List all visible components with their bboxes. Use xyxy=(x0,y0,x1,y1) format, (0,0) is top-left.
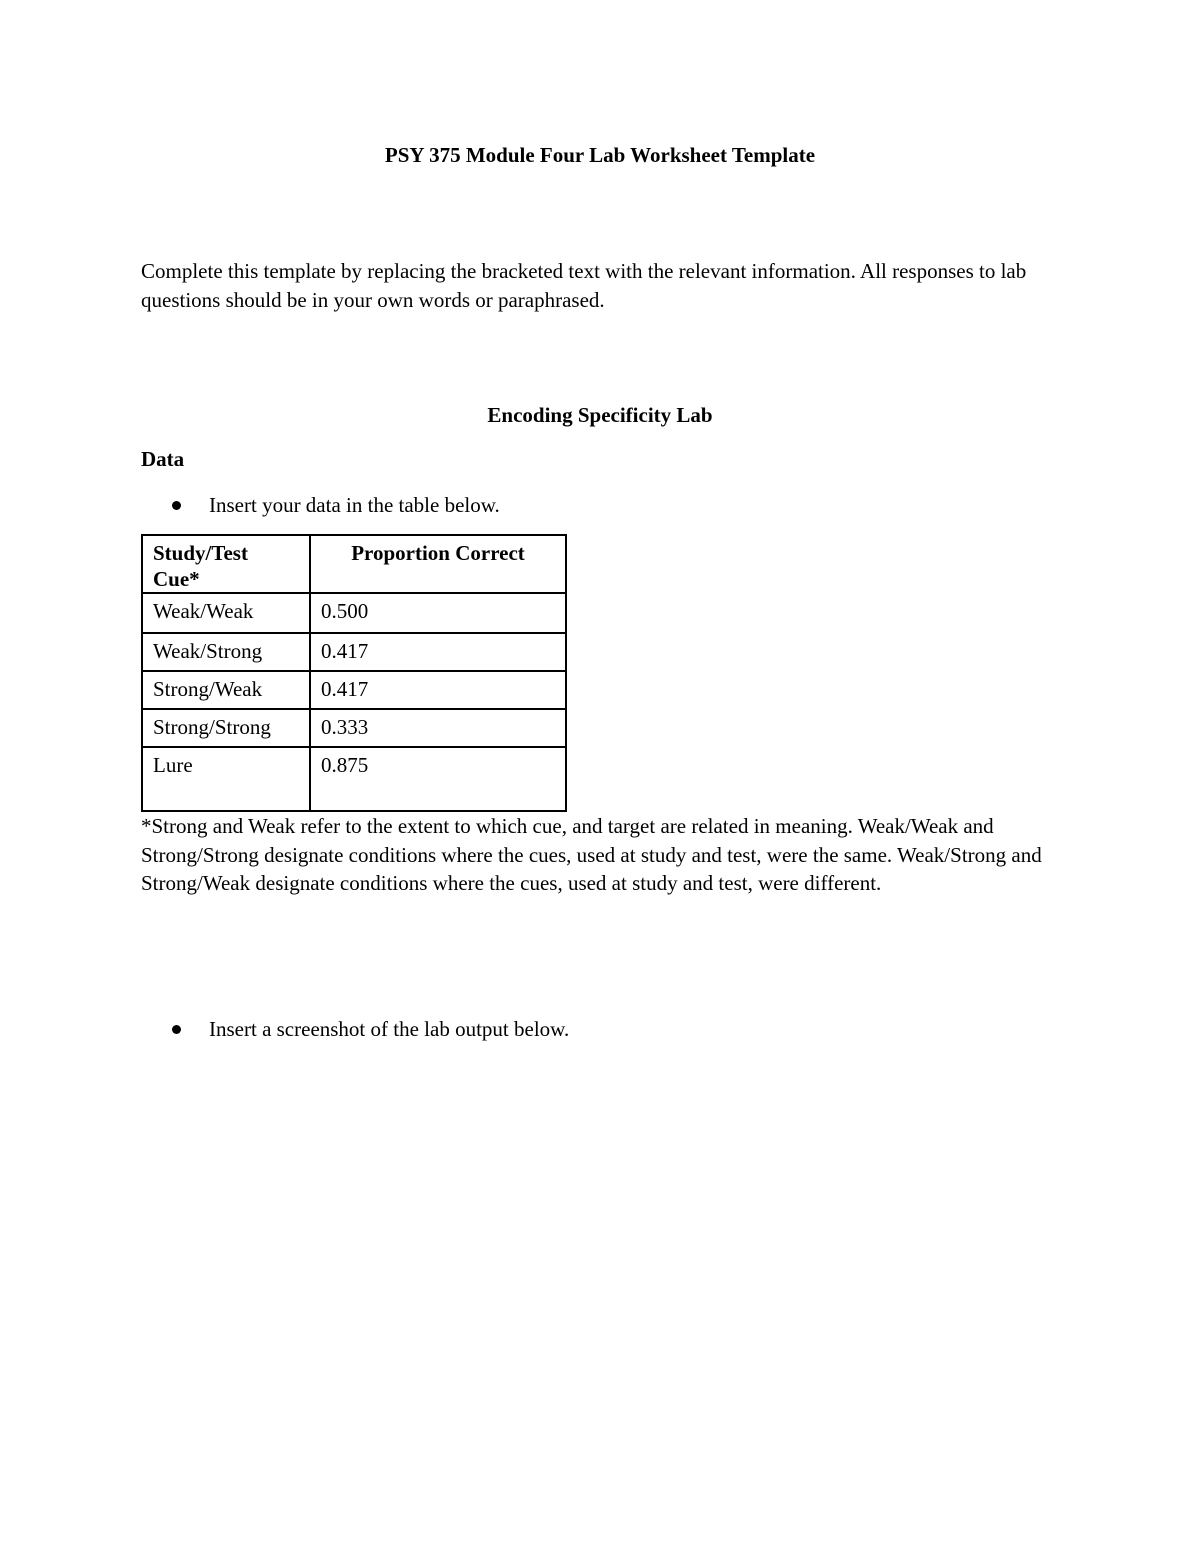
instructions-paragraph: Complete this template by replacing the bracketed text with the relevant information. All responses to lab questions should be in your own words or paraphrased. xyxy=(141,259,1027,312)
bullet-item-insert-screenshot xyxy=(172,1015,569,1043)
data-table xyxy=(141,534,567,812)
section-title: Encoding Specificity Lab xyxy=(487,403,713,427)
table-cell-cue[interactable]: Lure xyxy=(142,747,310,811)
bullet-dot-icon xyxy=(172,501,181,510)
bullet-item-insert-data xyxy=(172,491,500,519)
table-cell-value[interactable]: 0.333 xyxy=(310,709,566,747)
table-cell-cue[interactable]: Weak/Weak xyxy=(142,593,310,633)
page-title: PSY 375 Module Four Lab Worksheet Template xyxy=(384,143,816,167)
table-cell-cue[interactable]: Strong/Weak xyxy=(142,671,310,709)
table-row xyxy=(142,593,566,633)
table-header-row xyxy=(142,535,566,593)
table-cell-value[interactable]: 0.500 xyxy=(310,593,566,633)
table-cell-cue[interactable]: Strong/Strong xyxy=(142,709,310,747)
table-cell-value[interactable]: 0.875 xyxy=(310,747,566,811)
data-heading: Data xyxy=(141,447,185,471)
bullet-text: Insert a screenshot of the lab output below. xyxy=(209,1017,570,1041)
bullet-dot-icon xyxy=(172,1025,181,1034)
table-header-proportion: Proportion Correct xyxy=(310,535,566,593)
table-row xyxy=(142,671,566,709)
table-cell-value[interactable]: 0.417 xyxy=(310,633,566,671)
table-row xyxy=(142,709,566,747)
table-row xyxy=(142,747,566,811)
bullet-text: Insert your data in the table below. xyxy=(209,493,500,517)
table-footnote: *Strong and Weak refer to the extent to which cue, and target are related in meaning. Weak/Weak and Strong/Strong designate conditions where the cues, used at study and test, were the same. Weak/Strong and Strong/Weak designate conditions where the cues, used at study and test, were different. xyxy=(141,814,1042,895)
table-cell-cue[interactable]: Weak/Strong xyxy=(142,633,310,671)
table-cell-value[interactable]: 0.417 xyxy=(310,671,566,709)
table-row xyxy=(142,633,566,671)
table-header-cue: Study/Test Cue* xyxy=(142,535,310,593)
